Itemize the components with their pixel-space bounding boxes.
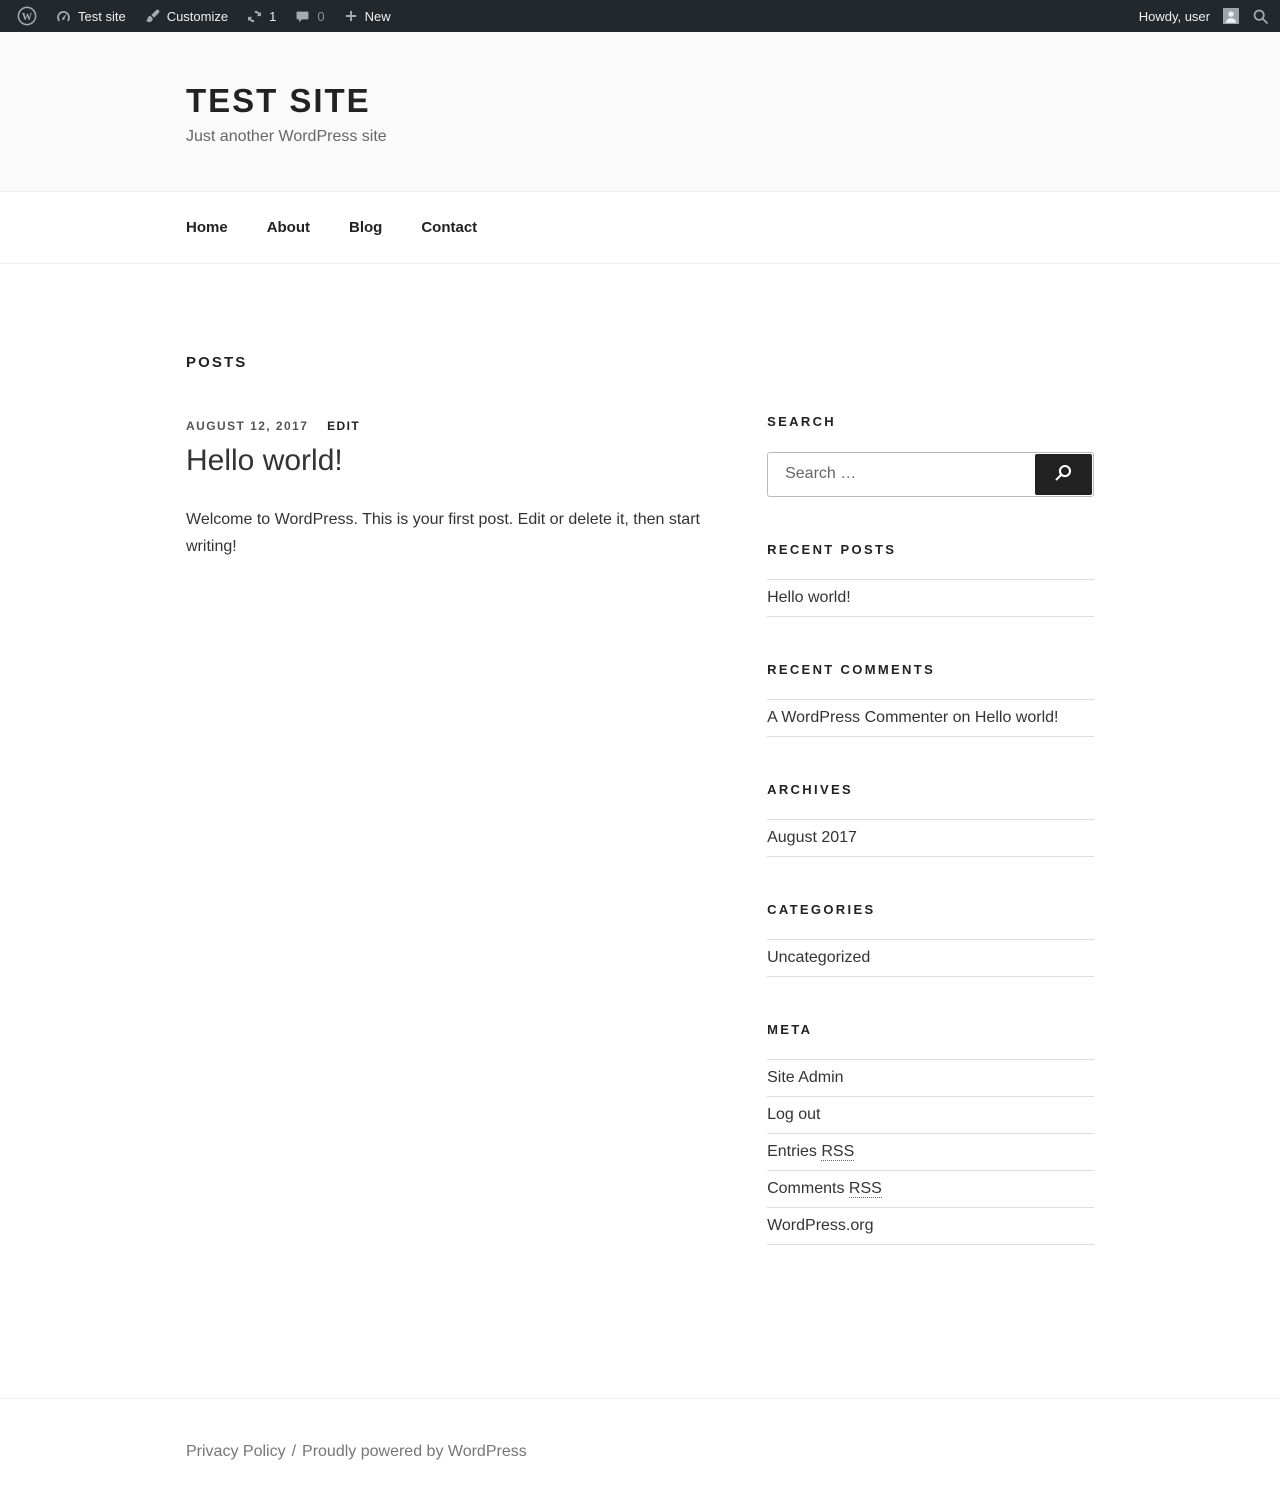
archives-title: ARCHIVES — [767, 781, 853, 797]
search-widget — [767, 414, 1094, 497]
site-content — [0, 264, 1280, 1398]
admin-bar-left — [8, 0, 400, 32]
recent-posts-list — [767, 579, 1094, 617]
search-submit-button[interactable] — [1035, 454, 1092, 495]
comment-connector: on — [948, 708, 975, 726]
admin-bar-update-count: 1 — [269, 8, 277, 24]
list-item — [767, 1208, 1094, 1245]
nav-item — [267, 192, 349, 263]
entries-rss-link[interactable] — [767, 1143, 854, 1161]
site-header — [0, 32, 1280, 191]
wordpress-logo-icon — [17, 6, 37, 26]
categories-list — [767, 939, 1094, 977]
meta-list — [767, 1059, 1094, 1245]
entry-meta — [186, 419, 713, 433]
comments-rss-link[interactable] — [767, 1180, 882, 1198]
admin-bar-my-account[interactable] — [1130, 0, 1239, 32]
log-out-link[interactable]: Log out — [767, 1105, 821, 1123]
search-form — [767, 452, 1094, 497]
plus-icon — [343, 8, 359, 24]
svg-text:W: W — [21, 11, 33, 23]
admin-bar-site-name-label: Test site — [78, 8, 126, 24]
rss-abbr: RSS — [848, 1179, 882, 1197]
site-title[interactable]: TEST SITE — [186, 82, 371, 119]
list-item — [767, 940, 1094, 977]
admin-bar-new[interactable] — [334, 0, 400, 32]
rss-abbr: RSS — [821, 1142, 855, 1160]
main-navigation — [0, 191, 1280, 264]
nav-link-blog[interactable]: Blog — [349, 218, 383, 236]
list-item — [767, 1171, 1094, 1208]
recent-comments-list — [767, 699, 1094, 737]
sidebar — [767, 414, 1094, 1290]
comment-bubble-icon — [294, 8, 311, 25]
site-tagline: Just another WordPress site — [186, 127, 387, 145]
nav-item — [421, 192, 516, 263]
recent-posts-widget — [767, 542, 1094, 617]
post-title-link[interactable]: Hello world! — [186, 443, 343, 477]
user-avatar — [1223, 8, 1239, 24]
admin-bar-comment-count: 0 — [317, 8, 325, 24]
posts-column — [186, 354, 713, 1290]
admin-bar-search-icon[interactable] — [1251, 7, 1270, 26]
privacy-policy-link[interactable]: Privacy Policy — [186, 1442, 286, 1460]
nav-link-contact[interactable]: Contact — [421, 218, 478, 236]
nav-item — [349, 192, 421, 263]
site-admin-link[interactable]: Site Admin — [767, 1068, 844, 1086]
nav-menu — [186, 192, 1094, 263]
admin-bar-new-label: New — [364, 8, 391, 24]
footer-separator: / — [291, 1442, 297, 1460]
recent-post-link[interactable]: Hello world! — [767, 588, 851, 606]
entries-rss-label: Entries — [767, 1142, 822, 1160]
archives-widget — [767, 782, 1094, 857]
admin-bar-site-name[interactable] — [46, 0, 135, 32]
wordpress-org-link[interactable]: WordPress.org — [767, 1216, 874, 1234]
post-title — [186, 442, 713, 480]
post-edit-link[interactable]: EDIT — [327, 418, 361, 433]
site-footer — [0, 1398, 1280, 1499]
howdy-label: Howdy, user — [1138, 8, 1210, 24]
admin-bar-comments[interactable] — [285, 0, 333, 32]
footer-line — [186, 1443, 1094, 1461]
recent-posts-title: RECENT POSTS — [767, 541, 897, 557]
post-body: Welcome to WordPress. This is your first post. Edit or delete it, then start writing! — [186, 511, 700, 555]
nav-link-about[interactable]: About — [266, 218, 311, 236]
wp-logo-menu[interactable] — [8, 0, 46, 32]
admin-bar — [0, 0, 1280, 32]
admin-bar-customize[interactable] — [135, 0, 237, 32]
categories-widget — [767, 902, 1094, 977]
categories-title: CATEGORIES — [767, 901, 876, 917]
list-item — [767, 700, 1094, 737]
admin-bar-updates[interactable] — [237, 0, 285, 32]
nav-link-home[interactable]: Home — [186, 218, 228, 236]
customize-brush-icon — [144, 8, 161, 25]
nav-item — [186, 192, 267, 263]
powered-by-link[interactable]: Proudly powered by WordPress — [302, 1442, 527, 1460]
post-article — [186, 419, 713, 561]
archives-list — [767, 819, 1094, 857]
page-title: POSTS — [186, 353, 248, 371]
search-widget-title: SEARCH — [767, 413, 837, 429]
list-item — [767, 820, 1094, 857]
list-item — [767, 1097, 1094, 1134]
meta-title: META — [767, 1021, 813, 1037]
category-link[interactable]: Uncategorized — [767, 948, 871, 966]
archive-link[interactable]: August 2017 — [767, 828, 857, 846]
list-item — [767, 580, 1094, 617]
comment-post-link[interactable]: Hello world! — [974, 708, 1059, 726]
post-date-link[interactable]: AUGUST 12, 2017 — [186, 418, 309, 433]
meta-widget — [767, 1022, 1094, 1245]
update-arrows-icon — [246, 8, 263, 25]
search-magnifier-icon — [1053, 462, 1074, 486]
dashboard-gauge-icon — [55, 8, 72, 25]
recent-comments-title: RECENT COMMENTS — [767, 661, 936, 677]
comment-author-link[interactable]: A WordPress Commenter — [767, 708, 949, 726]
list-item — [767, 1060, 1094, 1097]
comments-rss-label: Comments — [767, 1179, 849, 1197]
recent-comments-widget — [767, 662, 1094, 737]
list-item — [767, 1134, 1094, 1171]
admin-bar-right — [1130, 0, 1270, 32]
admin-bar-customize-label: Customize — [166, 8, 229, 24]
